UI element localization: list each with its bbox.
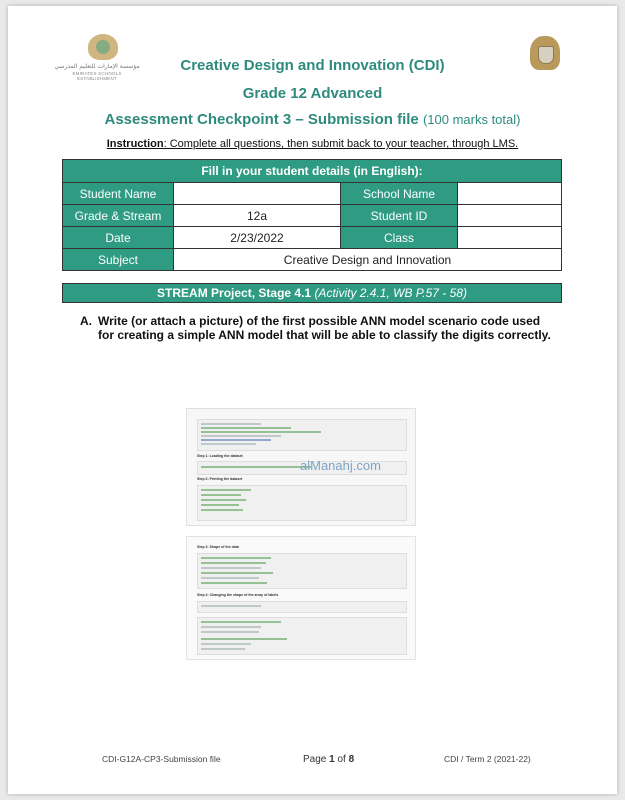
- checkpoint-label: Assessment Checkpoint 3 – Submission file: [104, 111, 419, 128]
- logo-english-text: EMIRATES SCHOOLS ESTABLISHMENT: [72, 71, 122, 81]
- logo-arabic-text: مؤسسة الإمارات للتعليم المدرسي: [54, 63, 140, 70]
- step-4-label: Step 4: Changing the shape of the array of labels: [197, 593, 279, 597]
- instruction-label: Instruction: [106, 138, 164, 150]
- school-name-label: School Name: [341, 183, 458, 205]
- student-id-label: Student ID: [341, 205, 458, 227]
- page-of: of: [334, 754, 349, 765]
- step-3-label: Step 3: Shape of the data: [197, 545, 239, 549]
- watermark-text: alManahj.com: [300, 458, 381, 473]
- step-1-label: Step 1: Loading the dataset: [197, 454, 243, 458]
- footer-term: CDI / Term 2 (2021-22): [444, 754, 531, 764]
- marks-label: (100 marks total): [422, 112, 521, 127]
- grade-stream-label: Grade & Stream: [63, 205, 174, 227]
- class-label: Class: [341, 227, 458, 249]
- student-details-table: [62, 159, 562, 271]
- stage-bar: [62, 283, 562, 303]
- student-name-field[interactable]: [174, 183, 341, 205]
- code-screenshot-bottom: [186, 536, 416, 660]
- instruction-line: [0, 138, 625, 150]
- page-current: 1: [329, 754, 335, 765]
- footer-filename: CDI-G12A-CP3-Submission file: [102, 754, 221, 764]
- instruction-text: : Complete all questions, then submit back to your teacher, through LMS.: [163, 138, 519, 150]
- question-number: A.: [80, 314, 92, 328]
- school-name-field[interactable]: [458, 183, 562, 205]
- student-id-field[interactable]: [458, 205, 562, 227]
- grade-stream-field[interactable]: 12a: [174, 205, 341, 227]
- document-title: Creative Design and Innovation (CDI): [180, 57, 445, 74]
- class-field[interactable]: [458, 227, 562, 249]
- footer-page-number: [303, 754, 354, 765]
- subject-label: Subject: [63, 249, 174, 271]
- checkpoint-title: [0, 111, 625, 128]
- page-prefix: Page: [303, 754, 330, 765]
- date-label: Date: [63, 227, 174, 249]
- grade-title: Grade 12 Advanced: [242, 85, 383, 102]
- stage-reference: (Activity 2.4.1, WB P.57 - 58): [314, 286, 467, 300]
- page-total: 8: [348, 754, 355, 765]
- question-text: Write (or attach a picture) of the first possible ANN model scenario code used for creating a simple ANN model that will be able to classify the digits correctly.: [98, 314, 551, 342]
- subject-field[interactable]: Creative Design and Innovation: [174, 249, 562, 271]
- step-2-label: Step 2: Printing the dataset: [197, 477, 243, 481]
- stage-title: STREAM Project, Stage 4.1: [157, 286, 312, 300]
- details-heading: Fill in your student details (in English):: [63, 160, 562, 183]
- student-name-label: Student Name: [63, 183, 174, 205]
- date-field[interactable]: 2/23/2022: [174, 227, 341, 249]
